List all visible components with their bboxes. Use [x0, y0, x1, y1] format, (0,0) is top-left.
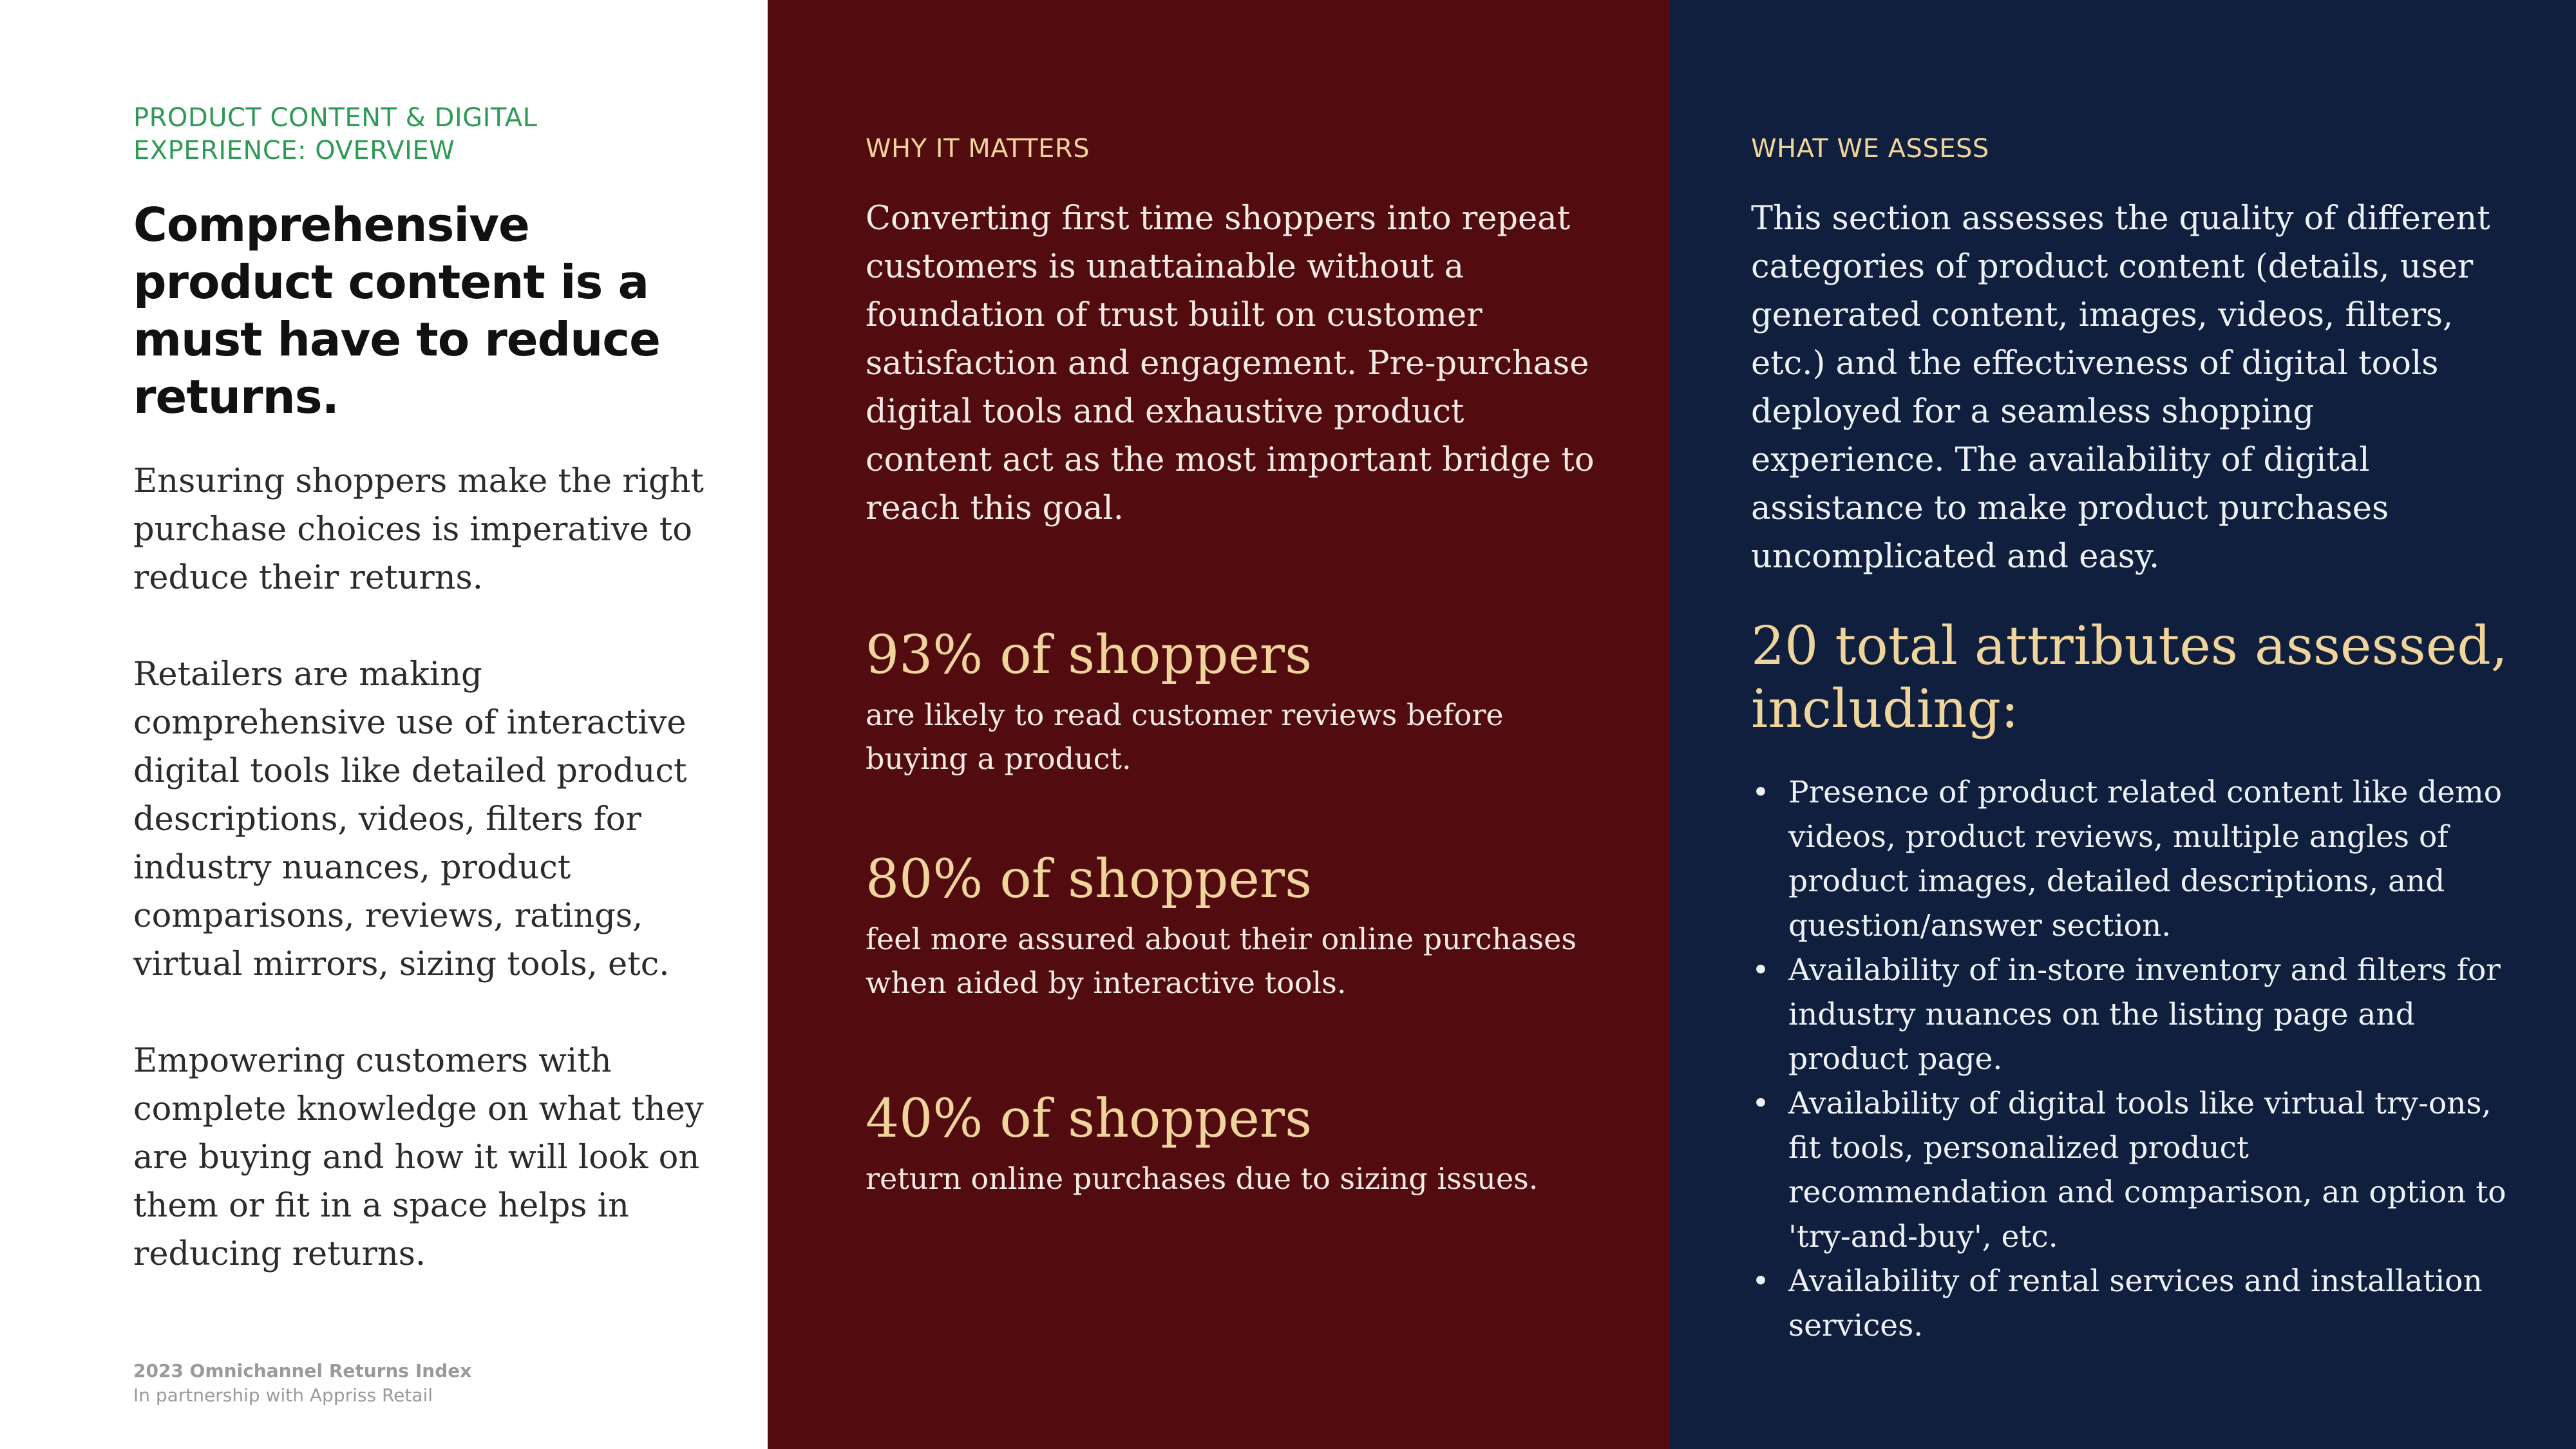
list-item-text: Availability of digital tools like virtual try-ons, fit tools, personalized product recommendation and comparison, an option to 'try-and-buy', etc. — [1788, 1086, 2506, 1255]
stat-figure: 93% of shoppers — [866, 625, 1312, 686]
stat-description: are likely to read customer reviews before buying a product. — [866, 697, 1504, 776]
page-footer — [133, 1359, 713, 1408]
what-we-assess-intro: This section assesses the quality of different categories of product content (details, user generated content, images, videos, filters, etc.) and the effectiveness of digital tools deployed for a seamless shopping experience. The availability of digital assistance to make product purchases uncomplicated and easy. — [1751, 200, 2490, 576]
what-we-assess-eyebrow: WHAT WE ASSESS — [1751, 134, 1989, 164]
bullet-icon: • — [1752, 775, 1770, 810]
what-we-assess-panel — [1669, 0, 2576, 1449]
list-item — [1751, 1259, 2511, 1348]
bullet-icon: • — [1752, 1264, 1770, 1299]
stat-block — [866, 1087, 1606, 1200]
overview-body — [133, 457, 713, 1327]
stat-block — [866, 623, 1606, 781]
stat-figure: 40% of shoppers — [866, 1088, 1312, 1150]
list-item — [1751, 948, 2511, 1081]
attributes-heading: 20 total attributes assessed, including: — [1751, 616, 2508, 740]
section-eyebrow: PRODUCT CONTENT & DIGITAL EXPERIENCE: OVERVIEW — [133, 103, 538, 166]
overview-paragraph: Empowering customers with complete knowledge on what they are buying and how it will look on them or fit in a space helps in reducing returns. — [133, 1042, 704, 1273]
why-it-matters-panel — [768, 0, 1669, 1449]
stat-description: return online purchases due to sizing issues. — [866, 1161, 1539, 1196]
overview-paragraph: Retailers are making comprehensive use of interactive digital tools like detailed product descriptions, videos, filters for industry nuances, product comparisons, reviews, ratings, virtual mirrors, sizing tools, etc. — [133, 656, 687, 983]
footer-title: 2023 Omnichannel Returns Index — [133, 1360, 472, 1381]
attributes-list — [1751, 770, 2511, 1348]
page-headline: Comprehensive product content is a must have to reduce returns. — [133, 198, 660, 424]
list-item — [1751, 770, 2511, 948]
bullet-icon: • — [1752, 952, 1770, 988]
stat-figure: 80% of shoppers — [866, 849, 1312, 910]
stat-description: feel more assured about their online purchases when aided by interactive tools. — [866, 922, 1577, 1000]
why-it-matters-eyebrow: WHY IT MATTERS — [866, 134, 1090, 164]
list-item-text: Presence of product related content like demo videos, product reviews, multiple angles of product images, detailed descriptions, and question/answer section. — [1788, 775, 2502, 943]
list-item-text: Availability of rental services and installation services. — [1788, 1264, 2483, 1343]
why-it-matters-intro: Converting first time shoppers into repeat customers is unattainable without a foundation of trust built on customer satisfaction and engagement. Pre-purchase digital tools and exhaustive product content act as the most important bridge to reach this goal. — [866, 200, 1595, 527]
footer-subtitle: In partnership with Appriss Retail — [133, 1385, 433, 1406]
overview-panel — [0, 0, 768, 1449]
stat-block — [866, 848, 1606, 1005]
list-item — [1751, 1081, 2511, 1259]
overview-paragraph: Ensuring shoppers make the right purchase choices is imperative to reduce their returns. — [133, 462, 704, 597]
list-item-text: Availability of in-store inventory and filters for industry nuances on the listing page and product page. — [1788, 952, 2501, 1077]
bullet-icon: • — [1752, 1086, 1770, 1121]
